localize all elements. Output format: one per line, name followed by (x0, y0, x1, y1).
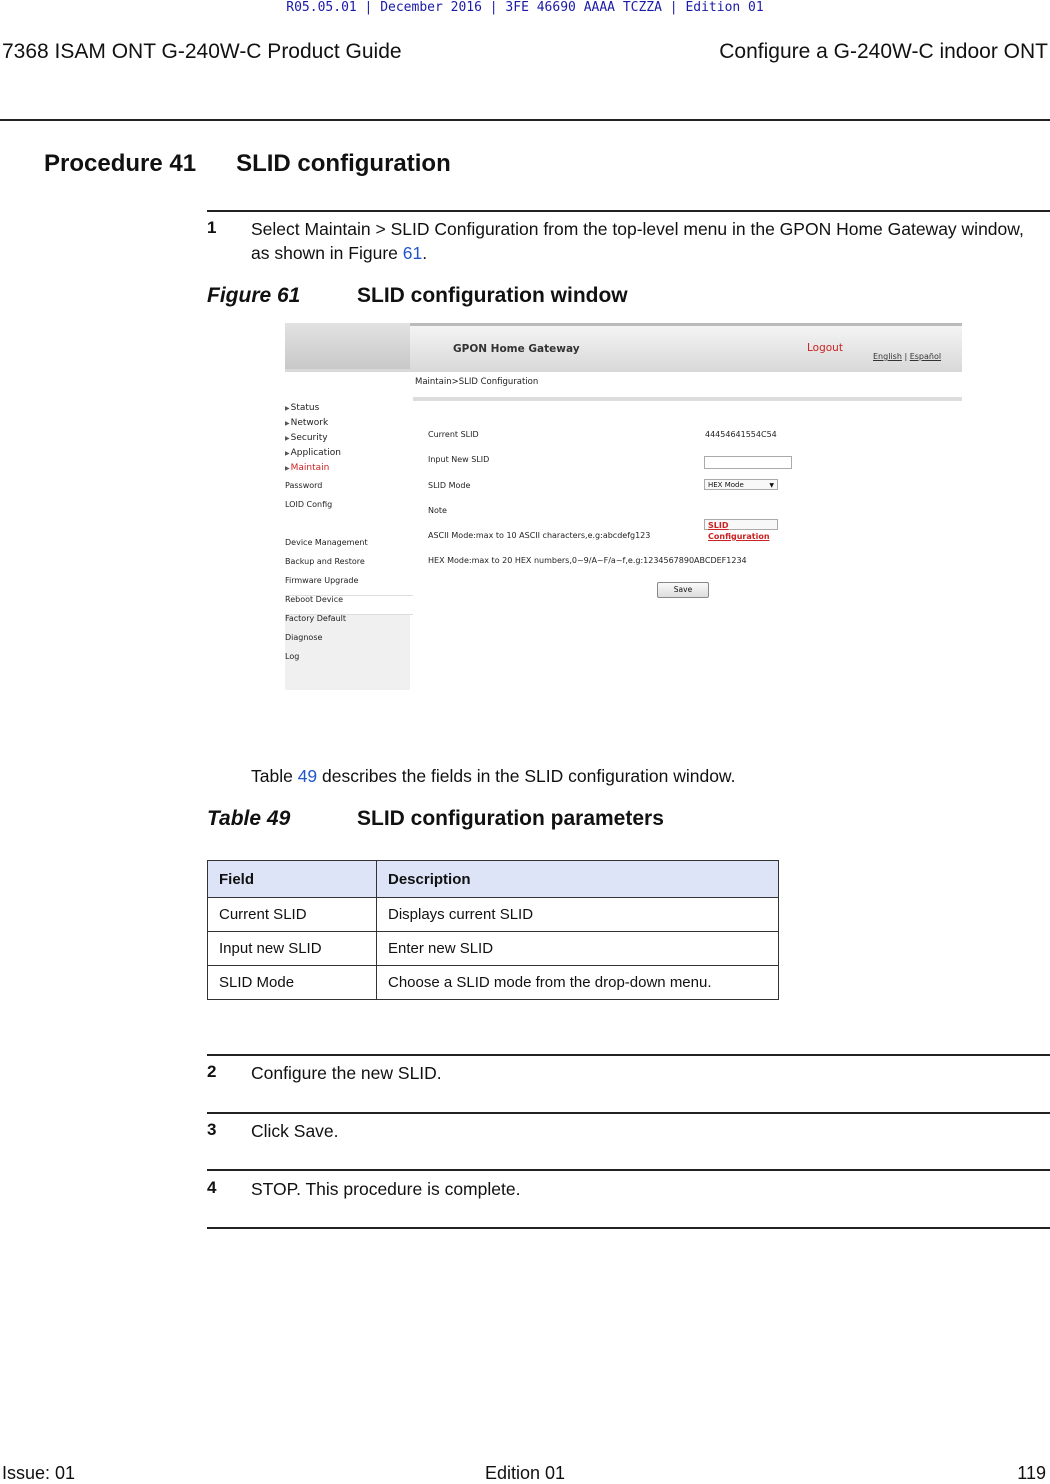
language-selector (873, 352, 941, 361)
header-divider (0, 119, 1050, 121)
logout-link[interactable]: Logout (807, 342, 843, 354)
figure-label: Figure 61 (207, 284, 301, 307)
slid-parameters-table (207, 860, 779, 1000)
procedure-end-divider (207, 1227, 1050, 1229)
step-text-part: Select Maintain > SLID Configuration from the top-level menu in the GPON Home Gateway window, as shown in Figure (251, 219, 1024, 263)
english-link[interactable]: English (873, 352, 902, 361)
step-number: 4 (207, 1178, 217, 1197)
step-divider (207, 1112, 1050, 1114)
column-header-description: Description (377, 861, 779, 898)
table-cell-description: Enter new SLID (377, 932, 779, 966)
gateway-logo-area (285, 323, 410, 369)
procedure-title: SLID configuration (236, 150, 451, 177)
submenu-password[interactable]: Password (285, 481, 323, 490)
figure-caption (207, 284, 628, 308)
footer-edition: Edition 01 (484, 1463, 566, 1483)
breadcrumb-divider (413, 397, 962, 401)
language-separator: | (904, 352, 908, 361)
espanol-link[interactable]: Español (909, 352, 942, 361)
menu-item-status[interactable]: ▶ Status (285, 403, 319, 413)
ascii-mode-note: ASCII Mode:max to 10 ASCII characters,e.g:abcdefg123 (428, 531, 651, 540)
table-intro (251, 764, 1050, 788)
submenu-firmware-upgrade[interactable]: Firmware Upgrade (285, 576, 359, 585)
table-row (208, 898, 779, 932)
table-cell-description: Choose a SLID mode from the drop-down menu. (377, 966, 779, 1000)
new-slid-input[interactable] (704, 456, 792, 469)
table-cell-description: Displays current SLID (377, 898, 779, 932)
slid-configuration-screenshot (285, 323, 962, 690)
step-number: 1 (207, 218, 217, 237)
hex-mode-note: HEX Mode:max to 20 HEX numbers,0~9/A~F/a~f,e.g:1234567890ABCDEF1234 (428, 556, 747, 565)
edition-stamp: R05.05.01 | December 2016 | 3FE 46690 AAAA TCZZA | Edition 01 (286, 0, 764, 15)
step-text: Click Save. (251, 1121, 339, 1141)
step-text: Configure the new SLID. (251, 1063, 442, 1083)
gateway-title: GPON Home Gateway (453, 343, 580, 355)
submenu-factory-default[interactable]: Factory Default (285, 614, 346, 623)
figure-title: SLID configuration window (357, 284, 628, 307)
step-number: 3 (207, 1120, 217, 1139)
procedure-heading (44, 150, 451, 178)
menu-item-maintain[interactable]: ▶ Maintain (285, 463, 329, 473)
table-label: Table 49 (207, 807, 291, 830)
chevron-down-icon: ▼ (769, 482, 774, 489)
table-intro-text: describes the fields in the SLID configuration window. (317, 766, 736, 786)
procedure-label: Procedure 41 (44, 150, 197, 177)
menu-item-network[interactable]: ▶ Network (285, 418, 328, 428)
table-cell-field: Input new SLID (208, 932, 377, 966)
input-new-slid-label: Input New SLID (428, 455, 490, 464)
column-header-field: Field (208, 861, 377, 898)
step-text-part: . (422, 243, 428, 263)
submenu-diagnose[interactable]: Diagnose (285, 633, 323, 642)
table-caption (207, 807, 664, 831)
submenu-device-management[interactable]: Device Management (285, 538, 368, 547)
table-row (208, 966, 779, 1000)
table-cell-field: SLID Mode (208, 966, 377, 1000)
current-slid-label: Current SLID (428, 430, 479, 439)
save-button[interactable]: Save (657, 582, 709, 598)
table-title: SLID configuration parameters (357, 807, 664, 830)
slid-mode-select[interactable] (704, 479, 778, 490)
submenu-slid-configuration[interactable]: SLID Configuration (704, 519, 778, 530)
note-label: Note (428, 506, 447, 515)
submenu-backup-restore[interactable]: Backup and Restore (285, 557, 365, 566)
slid-mode-value: HEX Mode (708, 481, 744, 489)
step-number: 2 (207, 1062, 217, 1081)
slid-mode-label: SLID Mode (428, 481, 471, 490)
table-header-row (208, 861, 779, 898)
table-cell-field: Current SLID (208, 898, 377, 932)
step-divider (207, 1169, 1050, 1171)
menu-item-application[interactable]: ▶ Application (285, 448, 341, 458)
table-intro-prefix: Table (251, 766, 298, 786)
current-slid-value: 44454641554C54 (705, 430, 777, 439)
table-link[interactable]: 49 (297, 766, 318, 786)
step-text: STOP. This procedure is complete. (251, 1179, 521, 1199)
submenu-reboot-device[interactable]: Reboot Device (285, 595, 344, 604)
step-divider (207, 210, 1050, 212)
header-section-title: Configure a G-240W-C indoor ONT (719, 40, 1048, 63)
step-text (251, 217, 1046, 265)
header-doc-title: 7368 ISAM ONT G-240W-C Product Guide (2, 40, 402, 63)
menu-shaded-area (285, 615, 410, 690)
breadcrumb: Maintain>SLID Configuration (415, 377, 539, 387)
table-row (208, 932, 779, 966)
menu-item-security[interactable]: ▶ Security (285, 433, 328, 443)
submenu-loid-config[interactable]: LOID Config (285, 500, 333, 509)
submenu-log[interactable]: Log (285, 652, 300, 661)
step-divider (207, 1054, 1050, 1056)
page-number: 119 (1017, 1463, 1046, 1483)
footer-issue: Issue: 01 (2, 1463, 76, 1483)
figure-link[interactable]: 61 (402, 243, 423, 263)
